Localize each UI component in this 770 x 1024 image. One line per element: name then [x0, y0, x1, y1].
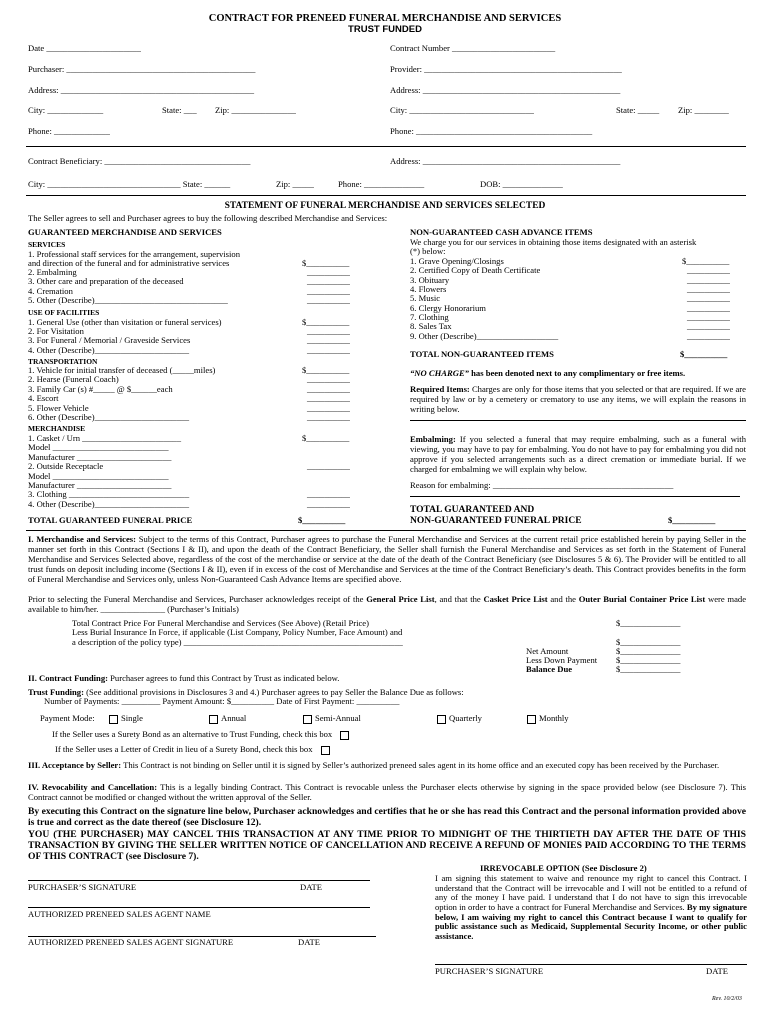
date-label: DATE [706, 966, 728, 976]
purchaser-signature-label: PURCHASER’S SIGNATURE [28, 882, 137, 892]
transport-item: 4. Escort [28, 393, 59, 403]
cash-advance-item: 8. Sales Tax [410, 321, 452, 331]
embalming-note: Embalming: If you selected a funeral that may require embalming, such as a funeral with viewing, you may have to pay for embalming. You do not have to pay for embalming you did not approve if you selected arrangements such as a direct cremation or immediate burial. If we charged for embalming we will explain why below. [410, 434, 746, 474]
provider-state-field[interactable]: State: _____ [616, 105, 660, 115]
cash-advance-item: 3. Obituary [410, 275, 450, 285]
price-field[interactable]: __________ [307, 335, 350, 345]
facility-item: 3. For Funeral / Memorial / Graveside Services [28, 335, 191, 345]
amount-field[interactable]: $______________ [616, 618, 681, 628]
services-heading: SERVICES [28, 240, 66, 249]
price-field[interactable]: __________ [307, 461, 350, 471]
provider-field[interactable]: Provider: ______________________________________________ [390, 64, 622, 74]
transport-item[interactable]: 6. Other (Describe)______________________ [28, 412, 190, 422]
reason-line[interactable] [410, 496, 740, 497]
merchandise-item[interactable]: 4. Other (Describe)______________________ [28, 499, 190, 509]
price-field[interactable]: $__________ [302, 317, 350, 327]
cancellation-notice: YOU (THE PURCHASER) MAY CANCEL THIS TRANSACTION AT ANY TIME PRIOR TO MIDNIGHT OF THE THIRTIETH DAY AFTER THE DATE OF THIS TRANSACTION BY GIVING THE SELLER WRITTEN NOTICE OF CANCELLATION AND RECEIVE A REFUND OF MONIES PAID ACCORDING TO THE TERMS OF THIS CONTRACT (see Disclosure 7). [28, 829, 746, 863]
price-field[interactable]: __________ [307, 276, 350, 286]
price-field[interactable]: __________ [687, 331, 730, 341]
merchandise-item[interactable]: Model ___________________________ [28, 442, 169, 452]
price-field[interactable]: __________ [307, 489, 350, 499]
guaranteed-heading: GUARANTEED MERCHANDISE AND SERVICES [28, 227, 222, 237]
net-amount-label: Net Amount [526, 646, 569, 656]
checkbox-icon[interactable] [209, 715, 218, 724]
date-field[interactable]: Date ______________________ [28, 43, 141, 53]
section-acceptance: III. Acceptance by Seller: This Contract is not binding on Seller until it is signed by Seller’s authorized preneed sales agent in its home office and an executed copy has been received by the Purchaser. [28, 760, 720, 770]
provider-address-field[interactable]: Address: ______________________________________________ [390, 85, 621, 95]
price-field[interactable]: __________ [687, 321, 730, 331]
cash-advance-item[interactable]: 9. Other (Describe)___________________ [410, 331, 559, 341]
price-field[interactable]: __________ [307, 345, 350, 355]
grand-total-field[interactable]: $__________ [668, 515, 716, 525]
beneficiary-city-state-field[interactable]: City: _______________________________ State: ______ [28, 179, 231, 189]
price-field[interactable]: __________ [307, 499, 350, 509]
amount-field[interactable]: $______________ [616, 646, 681, 656]
section-merchandise-services: I. Merchandise and Services: Subject to the terms of this Contract, Purchaser agrees to purchase the Funeral Merchandise and Services at the current retail price established herein by paying Seller in the manner set forth in this Contract (Sections I & II), and upon the death of the Contract Beneficiary, the Seller shall furnish the Funeral Merchandise and Services as set forth in the Statement of Funeral Merchandise and Services Selected above, regardless of the cost of the merchandise or service at the date of the death of the Contract Beneficiary (see Disclosures 5 & 6). The Provider will be entitled to all trust funds on deposit including income (Sections I & II), even if in excess of the cost of Merchandise and Services at the time of the Contract Beneficiary’s death. This Contract provides benefits in the form of Funeral Merchandise and Services only, unless Non-Guaranteed Cash Advance Items are specified above. [28, 534, 746, 584]
service-item: 4. Cremation [28, 286, 73, 296]
contract-subtitle: TRUST FUNDED [348, 24, 422, 35]
service-item[interactable]: 5. Other (Describe)_______________________________ [28, 295, 228, 305]
payment-mode-annual[interactable]: Annual [206, 714, 246, 724]
price-field[interactable]: __________ [687, 293, 730, 303]
total-guaranteed-field[interactable]: $__________ [298, 515, 346, 525]
transport-item: 1. Vehicle for initial transfer of deceased (_____miles) [28, 365, 216, 375]
merchandise-item[interactable]: 3. Clothing ____________________________ [28, 489, 190, 499]
purchaser-phone-field[interactable]: Phone: _____________ [28, 126, 110, 136]
checkbox-icon[interactable] [437, 715, 446, 724]
letter-of-credit-option[interactable]: If the Seller uses a Letter of Credit in lieu of a Surety Bond, check this box [55, 745, 333, 755]
price-field[interactable]: __________ [307, 267, 350, 277]
cash-advance-item: 2. Certified Copy of Death Certificate [410, 265, 541, 275]
checkbox-icon[interactable] [109, 715, 118, 724]
checkbox-icon[interactable] [340, 731, 349, 740]
agent-signature-label: AUTHORIZED PRENEED SALES AGENT SIGNATURE [28, 937, 234, 947]
price-field[interactable]: __________ [687, 275, 730, 285]
transport-item: 2. Hearse (Funeral Coach) [28, 374, 119, 384]
reason-line[interactable] [410, 420, 746, 421]
service-item: 1. Professional staff services for the arrangement, supervision [28, 249, 240, 259]
beneficiary-address-field[interactable]: Address: ______________________________________________ [390, 156, 621, 166]
price-field[interactable]: $__________ [302, 258, 350, 268]
transport-item: 5. Flower Vehicle [28, 403, 89, 413]
checkbox-icon[interactable] [527, 715, 536, 724]
agent-name-line[interactable] [28, 907, 370, 908]
cash-advance-item: 5. Music [410, 293, 441, 303]
statement-title: STATEMENT OF FUNERAL MERCHANDISE AND SERVICES SELECTED [224, 201, 546, 211]
policy-description-field[interactable]: a description of the policy type) ___________________________________________________ [72, 637, 403, 647]
irrevocable-signature-label: PURCHASER’S SIGNATURE [435, 966, 544, 976]
nonguaranteed-intro: We charge you for our services in obtaining those items designated with an asterisk [410, 237, 697, 247]
facility-item: 1. General Use (other than visitation or funeral services) [28, 317, 222, 327]
divider [26, 195, 746, 196]
surety-bond-option[interactable]: If the Seller uses a Surety Bond as an alternative to Trust Funding, check this box [52, 730, 352, 740]
grand-total-label-2: NON-GUARANTEED FUNERAL PRICE [410, 516, 582, 526]
down-payment-label: Less Down Payment [526, 655, 598, 665]
merchandise-item[interactable]: Model ___________________________ [28, 471, 169, 481]
total-nonguaranteed-field[interactable]: $__________ [680, 349, 728, 359]
provider-phone-field[interactable]: Phone: _________________________________________ [390, 126, 593, 136]
no-charge-note: “NO CHARGE” has been denoted next to any complimentary or free items. [410, 368, 686, 378]
cash-advance-item: 4. Flowers [410, 284, 447, 294]
embalming-reason-field[interactable]: Reason for embalming: __________________________________________ [410, 480, 674, 490]
purchaser-signature-line[interactable] [28, 880, 370, 881]
merchandise-item[interactable]: 1. Casket / Urn _______________________ [28, 433, 182, 443]
nonguaranteed-heading: NON-GUARANTEED CASH ADVANCE ITEMS [410, 227, 593, 237]
price-field[interactable]: __________ [307, 384, 350, 394]
merchandise-item[interactable]: Manufacturer ______________________ [28, 480, 172, 490]
payment-mode-semi-annual[interactable]: Semi-Annual [300, 714, 361, 724]
amount-field[interactable]: $______________ [616, 637, 681, 647]
facilities-heading: USE OF FACILITIES [28, 308, 100, 317]
price-field[interactable]: __________ [307, 286, 350, 296]
grand-total-label-1: TOTAL GUARANTEED AND [410, 505, 535, 515]
section-revocability: IV. Revocability and Cancellation: This is a legally binding Contract. This Contract is revocable unless the Purchaser elects otherwise by signing in the space provided below (see Disclosure 7). This Contract cannot be modified or changed without the written approval of the Seller. [28, 782, 746, 802]
facility-item: 2. For Visitation [28, 326, 84, 336]
price-field[interactable]: __________ [307, 326, 350, 336]
price-field[interactable]: $__________ [302, 365, 350, 375]
merchandise-heading: MERCHANDISE [28, 424, 86, 433]
divider [26, 530, 746, 531]
price-list-acknowledgment: Prior to selecting the Funeral Merchandise and Services, Purchaser acknowledges receipt of the General Price List, and that the Casket Price List and the Outer Burial Container Price List were made available to him/her. _______________ (Purchaser’s Initials) [28, 594, 747, 614]
price-field[interactable]: __________ [307, 412, 350, 422]
service-item: 2. Embalming [28, 267, 77, 277]
beneficiary-dob-field[interactable]: DOB: ______________ [480, 179, 563, 189]
irrevocable-option-text: I am signing this statement to waive and renounce my right to cancel this Contract. I understand that the Contract will be irrevocable and I will not be entitled to a refund of any of the money I have paid. I understand that I do not have to sign this irrevocable option in order to have a contract for Funeral Merchandise and Services. By my signature below, I am waiving my right to cancel this Contract because I want to qualify for public assistance such as Medicaid, Supplemental Security Income, or other public assistance. [435, 873, 747, 941]
price-field[interactable]: __________ [307, 295, 350, 305]
cash-advance-item: 1. Grave Opening/Closings [410, 256, 504, 266]
contract-title: CONTRACT FOR PRENEED FUNERAL MERCHANDISE AND SERVICES [208, 13, 562, 24]
payment-mode-quarterly[interactable]: Quarterly [434, 714, 482, 724]
payment-mode-label: Payment Mode: [40, 713, 95, 723]
amount-field[interactable]: $______________ [616, 655, 681, 665]
purchaser-zip-field[interactable]: Zip: _______________ [215, 105, 296, 115]
payment-terms-field[interactable]: Number of Payments: _________ Payment Amount: $__________ Date of First Payment: __________ [44, 696, 400, 706]
date-label: DATE [298, 937, 320, 947]
merchandise-item: 2. Outside Receptacle [28, 461, 104, 471]
price-field[interactable]: __________ [307, 393, 350, 403]
checkbox-icon[interactable] [303, 715, 312, 724]
divider [26, 146, 746, 147]
provider-zip-field[interactable]: Zip: ________ [678, 105, 729, 115]
beneficiary-zip-field[interactable]: Zip: _____ [276, 179, 314, 189]
payment-mode-monthly[interactable]: Monthly [524, 714, 569, 724]
service-item: and direction of the funeral and for administrative services [28, 258, 230, 268]
total-nonguaranteed-label: TOTAL NON-GUARANTEED ITEMS [410, 349, 554, 359]
required-items-note: Required Items: Charges are only for those items that you selected or that are required. If we are required by law or by a cemetery or crematory to use any items, we will explain the reasons in writing below. [410, 384, 746, 414]
total-contract-price-label: Total Contract Price For Funeral Merchandise and Services (See Above) (Retail Price) [72, 618, 369, 628]
total-guaranteed-label: TOTAL GUARANTEED FUNERAL PRICE [28, 515, 193, 525]
balance-due-label: Balance Due [526, 664, 573, 674]
section-contract-funding: II. Contract Funding: Purchaser agrees to fund this Contract by Trust as indicated below. [28, 673, 340, 683]
contract-number-field[interactable]: Contract Number ________________________ [390, 43, 556, 53]
price-field[interactable]: __________ [687, 303, 730, 313]
purchaser-city-field[interactable]: City: _____________ [28, 105, 104, 115]
revision-date: Rev. 10/2/03 [712, 996, 742, 1002]
price-field[interactable]: $__________ [302, 433, 350, 443]
payment-mode-single[interactable]: Single [106, 714, 143, 724]
purchaser-address-field[interactable]: Address: _____________________________________________ [28, 85, 255, 95]
beneficiary-phone-field[interactable]: Phone: ______________ [338, 179, 425, 189]
irrevocable-signature-line[interactable] [435, 964, 747, 965]
statement-intro: The Seller agrees to sell and Purchaser agrees to buy the following described Merchandise and Services: [28, 213, 388, 223]
price-field[interactable]: __________ [687, 284, 730, 294]
trust-funding: Trust Funding: (See additional provisions in Disclosures 3 and 4.) Purchaser agrees to pay Seller the Balance Due as follows: [28, 687, 464, 697]
facility-item[interactable]: 4. Other (Describe)______________________ [28, 345, 190, 355]
transport-item[interactable]: 3. Family Car (s) #_____ @ $______each [28, 384, 173, 394]
burial-insurance-label: Less Burial Insurance In Force, if applicable (List Company, Policy Number, Face Amount) and [72, 627, 403, 637]
transport-heading: TRANSPORTATION [28, 357, 98, 366]
execution-statement: By executing this Contract on the signature line below, Purchaser acknowledges and certifies that he or she has read this Contract and the personal information provided above is true and correct as the date thereof (see Disclosure 12). [28, 806, 746, 829]
irrevocable-option-title: IRREVOCABLE OPTION (See Disclosure 2) [480, 863, 647, 873]
price-field[interactable]: __________ [307, 403, 350, 413]
price-field[interactable]: $__________ [682, 256, 730, 266]
agent-name-label: AUTHORIZED PRENEED SALES AGENT NAME [28, 909, 211, 919]
cash-advance-item: 7. Clothing [410, 312, 449, 322]
checkbox-icon[interactable] [321, 746, 330, 755]
date-label: DATE [300, 882, 322, 892]
price-field[interactable]: __________ [687, 312, 730, 322]
purchaser-state-field[interactable]: State: ___ [162, 105, 197, 115]
amount-field[interactable]: $______________ [616, 664, 681, 674]
service-item: 3. Other care and preparation of the deceased [28, 276, 184, 286]
price-field[interactable]: __________ [687, 265, 730, 275]
merchandise-item[interactable]: Manufacturer ______________________ [28, 452, 172, 462]
price-field[interactable]: __________ [307, 374, 350, 384]
provider-city-field[interactable]: City: _____________________________ [390, 105, 534, 115]
nonguaranteed-intro: (*) below: [410, 246, 446, 256]
purchaser-field[interactable]: Purchaser: ____________________________________________ [28, 64, 256, 74]
beneficiary-field[interactable]: Contract Beneficiary: __________________________________ [28, 156, 251, 166]
cash-advance-item: 6. Clergy Honorarium [410, 303, 486, 313]
